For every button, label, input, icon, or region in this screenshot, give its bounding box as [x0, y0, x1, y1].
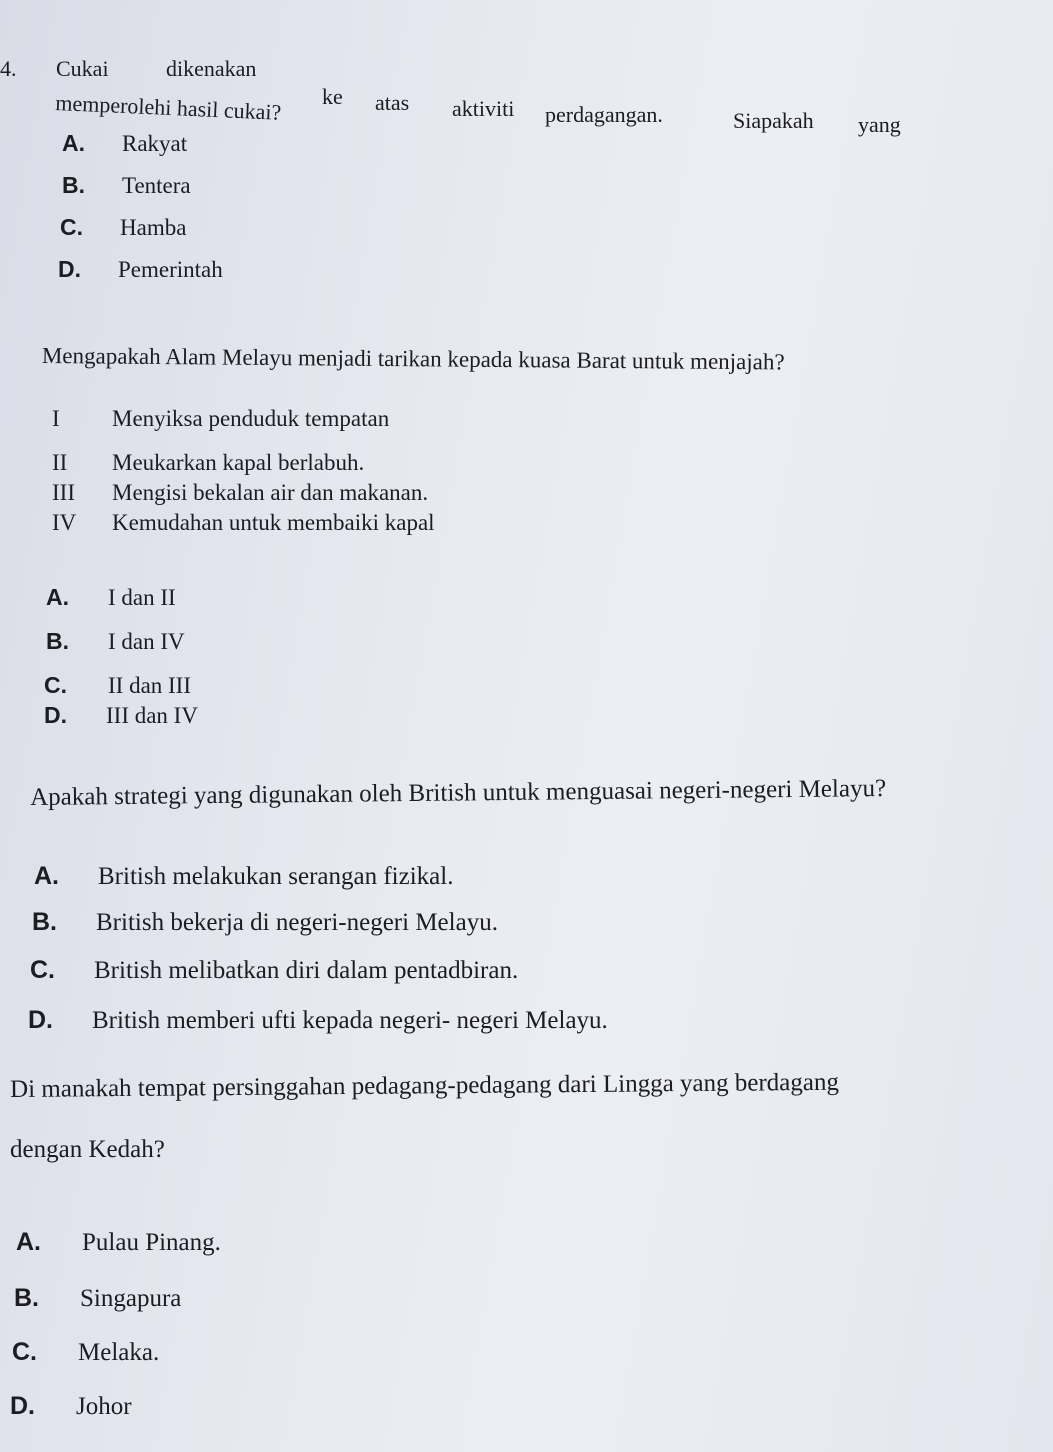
option-d: [28, 1006, 608, 1035]
stem-word: yang: [858, 112, 901, 137]
option-text: Melaka.: [78, 1339, 160, 1366]
option-letter: D.: [28, 1006, 53, 1034]
statement-iv: [52, 510, 435, 536]
option-d: [58, 256, 223, 283]
option-letter: A.: [16, 1228, 41, 1256]
option-b: [32, 908, 498, 937]
option-letter: C.: [30, 956, 55, 984]
option-text: II dan III: [108, 673, 192, 698]
statement-i: [52, 406, 389, 432]
stem-word: perdagangan.: [545, 102, 663, 127]
option-text: III dan IV: [106, 703, 198, 728]
option-text: I dan IV: [108, 629, 185, 654]
option-letter: B.: [46, 628, 69, 654]
option-letter: A.: [62, 130, 85, 156]
option-c: [30, 956, 518, 985]
option-letter: B.: [62, 172, 85, 198]
stem-word: dikenakan: [166, 56, 257, 81]
statement-text: Meukarkan kapal berlabuh.: [112, 450, 365, 475]
option-letter: D.: [10, 1392, 35, 1420]
option-a: [16, 1228, 221, 1257]
option-text: Johor: [76, 1393, 132, 1420]
option-d: [44, 702, 198, 729]
option-c: [12, 1338, 159, 1367]
option-text: British bekerja di negeri-negeri Melayu.: [96, 909, 498, 936]
option-text: British memberi ufti kepada negeri- negeri Melayu.: [92, 1007, 608, 1034]
stem-word: ke: [322, 84, 343, 109]
statement-text: Kemudahan untuk membaiki kapal: [112, 510, 435, 535]
option-text: I dan II: [108, 585, 176, 610]
option-text: Pulau Pinang.: [82, 1229, 221, 1256]
statement-roman: III: [52, 480, 75, 505]
option-c: [44, 672, 191, 699]
option-text: Pemerintah: [118, 257, 223, 282]
option-d: [10, 1392, 132, 1421]
option-letter: B.: [32, 908, 57, 936]
option-text: British melakukan serangan fizikal.: [98, 863, 454, 890]
question-stem-line-2: dengan Kedah?: [10, 1136, 165, 1163]
stem-word: Siapakah: [733, 108, 814, 133]
option-letter: A.: [46, 584, 69, 610]
option-a: [34, 862, 453, 891]
statement-text: Mengisi bekalan air dan makanan.: [112, 480, 429, 505]
option-letter: C.: [60, 214, 83, 240]
option-letter: D.: [44, 702, 67, 728]
question-stem-line-1: Di manakah tempat persinggahan pedagang-pedagang dari Lingga yang berdagang: [10, 1068, 840, 1103]
statement-iii: [52, 480, 428, 506]
question-number: 4.: [0, 56, 17, 81]
option-letter: C.: [44, 672, 67, 698]
stem-word: Cukai: [56, 56, 109, 81]
stem-word: atas: [375, 90, 410, 115]
option-text: Tentera: [122, 173, 191, 198]
option-letter: B.: [14, 1284, 39, 1312]
option-text: Rakyat: [122, 131, 188, 156]
option-a: [62, 130, 187, 157]
option-text: British melibatkan diri dalam pentadbiran.: [94, 957, 519, 984]
statement-roman: II: [52, 450, 68, 475]
option-letter: A.: [34, 862, 59, 890]
option-b: [46, 628, 185, 655]
stem-word: aktiviti: [452, 96, 515, 121]
stem-line: memperolehi hasil cukai?: [54, 90, 282, 125]
statement-ii: [52, 450, 364, 476]
option-b: [14, 1284, 181, 1313]
question-stem: Mengapakah Alam Melayu menjadi tarikan kepada kuasa Barat untuk menjajah?: [41, 343, 785, 375]
statement-roman: IV: [52, 510, 77, 535]
option-a: [46, 584, 176, 611]
statement-roman: I: [52, 406, 60, 431]
option-text: Hamba: [120, 215, 187, 240]
option-letter: C.: [12, 1338, 37, 1366]
option-text: Singapura: [80, 1285, 182, 1312]
option-b: [62, 172, 191, 199]
option-c: [60, 214, 186, 241]
option-letter: D.: [58, 256, 81, 282]
question-stem: Apakah strategi yang digunakan oleh British untuk menguasai negeri-negeri Melayu?: [30, 775, 887, 811]
statement-text: Menyiksa penduduk tempatan: [112, 406, 390, 431]
